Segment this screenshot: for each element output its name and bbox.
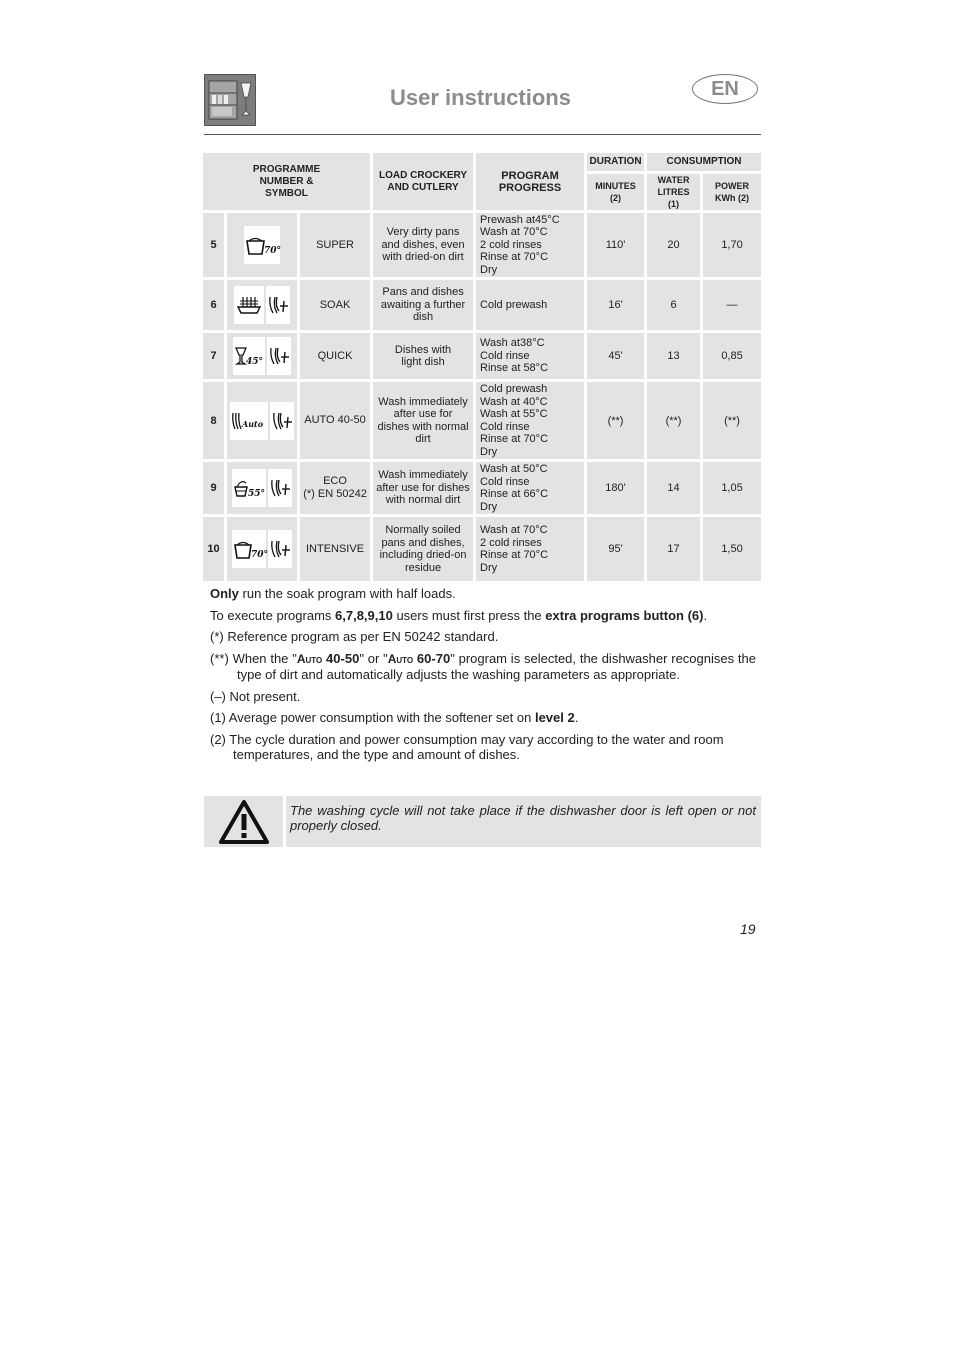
water-litres: 17 [647, 517, 700, 581]
dishwasher-logo-icon [204, 74, 256, 126]
program-number: 7 [203, 333, 224, 379]
program-load: Wash immediately after use for dishes with normal dirt [373, 382, 473, 459]
program-number: 6 [203, 280, 224, 330]
water-litres: 20 [647, 213, 700, 277]
header-duration: DURATION [587, 153, 644, 171]
program-progress: Wash at38°C Cold rinse Rinse at 58°C [476, 333, 584, 379]
svg-text:45°: 45° [246, 357, 264, 367]
program-reference: (*) EN 50242 [303, 488, 367, 500]
program-load: Very dirty pans and dishes, even with dried-on dirt [373, 213, 473, 277]
svg-text:70°: 70° [251, 550, 269, 560]
page-number: 19 [740, 921, 756, 937]
svg-text:55°: 55° [248, 489, 266, 499]
duration-minutes: 45' [587, 333, 644, 379]
table-row [203, 280, 761, 330]
table-row [203, 382, 761, 459]
program-load: Wash immediately after use for dishes with normal dirt [373, 462, 473, 514]
soak-icon [234, 286, 264, 324]
program-progress: Cold prewash Wash at 40°C Wash at 55°C Cold rinse Rinse at 70°C Dry [476, 382, 584, 459]
note-power: (1) Average power consumption with the softener set on level 2. [210, 710, 579, 725]
program-load: Pans and dishes awaiting a further dish [373, 280, 473, 330]
duration-minutes: 95' [587, 517, 644, 581]
program-name: QUICK [317, 349, 353, 362]
language-badge: EN [692, 74, 758, 104]
program-number: 5 [203, 213, 224, 277]
notes-section [210, 586, 756, 769]
auto-program-icon [230, 402, 268, 440]
program-symbol [227, 280, 297, 330]
power-kwh: (**) [703, 382, 761, 459]
svg-text:Auto: Auto [242, 418, 264, 429]
eco-icon [232, 469, 266, 507]
program-name: SUPER [316, 238, 354, 251]
program-symbol [227, 517, 297, 581]
note-reference: (*) Reference program as per EN 50242 standard. [210, 629, 499, 644]
program-load: Dishes with light dish [373, 333, 473, 379]
extra-program-icon [267, 337, 291, 375]
pot-icon [244, 226, 280, 264]
program-name: AUTO 40-50 [304, 414, 366, 426]
note-extra-programs: To execute programs 6,7,8,9,10 users must first press the extra programs button (6). [210, 607, 708, 623]
header-minutes: MINUTES (2) [587, 174, 644, 210]
pot-icon [232, 530, 269, 568]
header-water: WATER LITRES (1) [647, 174, 700, 210]
program-number: 10 [203, 517, 224, 581]
table-row [203, 517, 761, 581]
program-progress: Wash at 70°C 2 cold rinses Rinse at 70°C Dry [476, 517, 584, 581]
program-name: SOAK [319, 298, 351, 311]
program-symbol [227, 462, 297, 514]
warning-box [204, 796, 761, 847]
water-litres: 6 [647, 280, 700, 330]
program-progress: Prewash at45°C Wash at 70°C 2 cold rinses Rinse at 70°C Dry [476, 213, 584, 277]
program-symbol [227, 382, 297, 459]
water-litres: 13 [647, 333, 700, 379]
duration-minutes: 16' [587, 280, 644, 330]
program-symbol [227, 213, 297, 277]
program-number: 9 [203, 462, 224, 514]
note-not-present: (–) Not present. [210, 688, 301, 704]
warning-text: The washing cycle will not take place if the dishwasher door is left open or not properly closed. [286, 796, 761, 847]
power-kwh: 1,50 [703, 517, 761, 581]
extra-program-icon [270, 402, 294, 440]
program-progress: Cold prewash [476, 280, 584, 330]
duration-minutes: 180' [587, 462, 644, 514]
power-kwh: 1,70 [703, 213, 761, 277]
extra-program-icon [268, 469, 292, 507]
table-row [203, 462, 761, 514]
note-auto: (**) When the "Auto 40-50" or "Auto 60-70" program is selected, the dishwasher recognises the type of dirt and automatically adjusts the washing parameters as appropriate. [210, 650, 756, 682]
duration-minutes: (**) [587, 382, 644, 459]
program-name: ECO [323, 475, 347, 487]
extra-program-icon [266, 286, 290, 324]
duration-minutes: 110' [587, 213, 644, 277]
page-header [204, 72, 761, 135]
warning-icon [204, 796, 283, 847]
header-programme: PROGRAMME NUMBER & SYMBOL [203, 153, 370, 210]
note-duration: (2) The cycle duration and power consumption may vary according to the water and room temperatures, and the type and amount of dishes. [210, 731, 724, 762]
program-progress: Wash at 50°C Cold rinse Rinse at 66°C Dry [476, 462, 584, 514]
table-row [203, 333, 761, 379]
svg-text:70°: 70° [264, 246, 282, 256]
power-kwh: 1,05 [703, 462, 761, 514]
note-soak: Only run the soak program with half loads. [210, 586, 456, 601]
header-power: POWER KWh (2) [703, 174, 761, 210]
page-title: User instructions [390, 85, 571, 110]
power-kwh: 0,85 [703, 333, 761, 379]
power-kwh: — [703, 280, 761, 330]
program-symbol [227, 333, 297, 379]
glass-icon [233, 337, 265, 375]
water-litres: (**) [647, 382, 700, 459]
header-load: LOAD CROCKERY AND CUTLERY [373, 153, 473, 210]
header-progress: PROGRAM PROGRESS [476, 153, 584, 210]
header-consumption: CONSUMPTION [647, 153, 761, 171]
programme-table [200, 150, 764, 584]
program-name: INTENSIVE [305, 542, 365, 555]
water-litres: 14 [647, 462, 700, 514]
program-load: Normally soiled pans and dishes, including dried-on residue [373, 517, 473, 581]
program-number: 8 [203, 382, 224, 459]
table-row [203, 213, 761, 277]
extra-program-icon [268, 530, 292, 568]
